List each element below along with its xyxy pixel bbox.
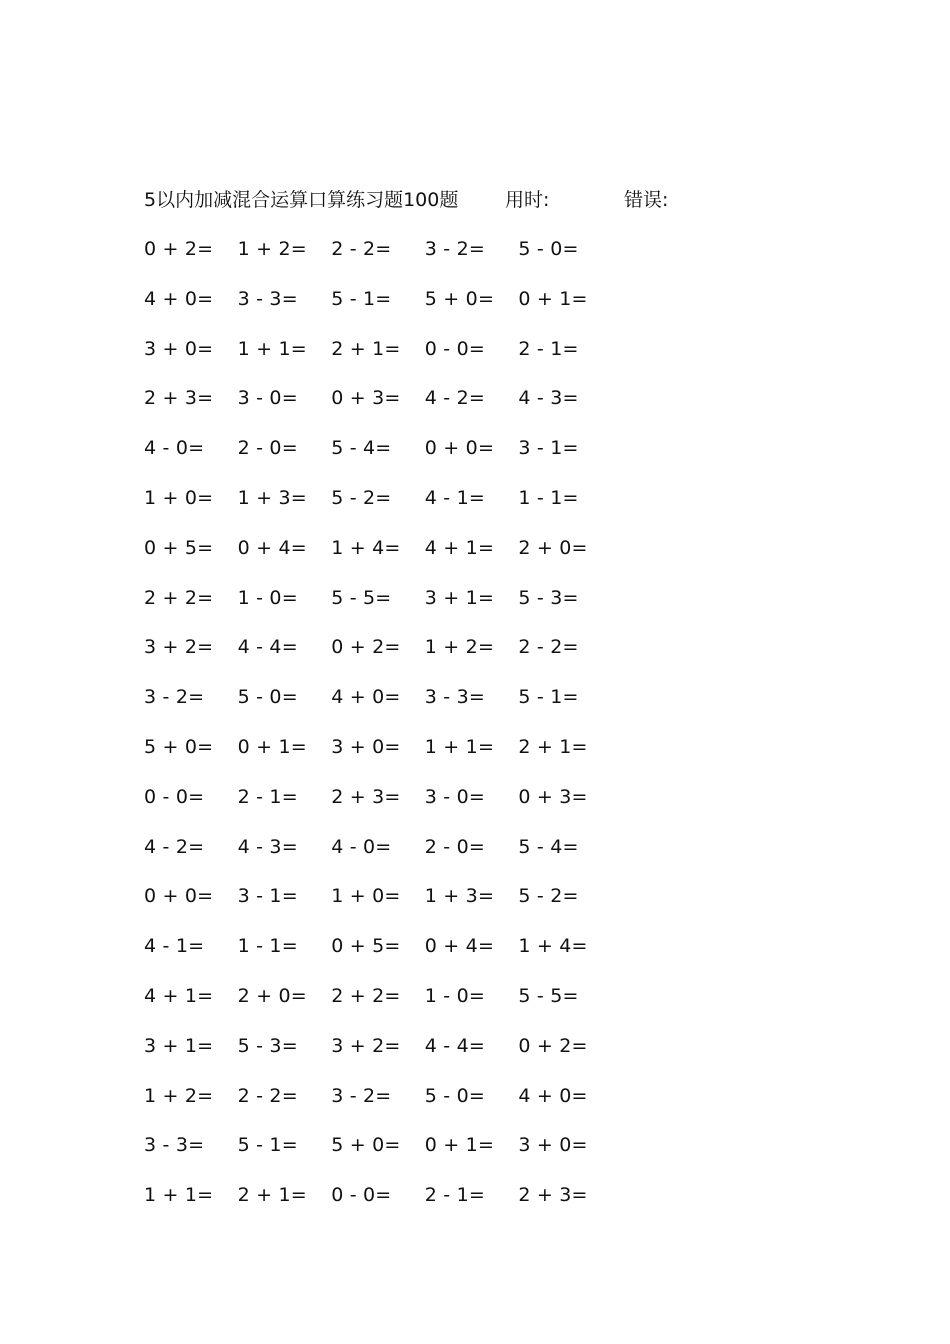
math-problem: 1 + 4=: [331, 536, 401, 559]
problem-grid: [144, 236, 624, 1232]
math-problem: 5 - 0=: [424, 1084, 486, 1107]
math-problem: 4 + 0=: [144, 287, 214, 310]
math-problem: 5 - 3=: [237, 1034, 298, 1057]
math-problem: 0 + 2=: [144, 238, 214, 260]
math-problem: 5 - 3=: [518, 586, 579, 609]
math-problem: 3 + 1=: [424, 586, 495, 609]
math-problem: 3 - 0=: [424, 785, 486, 808]
math-problem: 3 - 3=: [144, 1134, 205, 1157]
math-problem: 4 - 2=: [424, 387, 486, 410]
math-problem: 0 + 5=: [331, 935, 401, 958]
problem-row: [144, 485, 624, 535]
math-problem: 3 - 2=: [331, 1084, 392, 1107]
problem-row: [144, 435, 624, 485]
problem-row: [144, 634, 624, 684]
math-problem: 4 - 0=: [331, 835, 392, 858]
math-problem: 3 + 0=: [331, 735, 401, 758]
error-count-label: 错误:: [624, 189, 669, 211]
math-problem: 3 - 2=: [144, 686, 205, 709]
math-problem: 0 + 2=: [518, 1034, 588, 1057]
math-problem: 0 + 5=: [144, 536, 214, 559]
math-problem: 3 + 0=: [144, 337, 214, 360]
math-problem: 2 + 0=: [518, 536, 588, 559]
math-problem: 1 + 1=: [237, 337, 307, 360]
math-problem: 0 + 2=: [331, 636, 401, 659]
math-problem: 5 - 0=: [237, 686, 298, 709]
math-problem: 2 - 2=: [518, 636, 579, 659]
math-problem: 2 - 0=: [237, 437, 298, 460]
math-problem: 3 - 3=: [424, 686, 486, 709]
math-problem: 5 - 1=: [237, 1134, 298, 1157]
math-problem: 0 + 0=: [424, 437, 495, 460]
math-problem: 0 - 0=: [144, 785, 205, 808]
math-problem: 0 + 1=: [237, 735, 307, 758]
math-problem: 0 - 0=: [424, 337, 486, 360]
problem-row: [144, 535, 624, 585]
math-problem: 2 - 1=: [424, 1184, 486, 1207]
problem-row: [144, 1083, 624, 1133]
math-problem: 0 + 4=: [237, 536, 307, 559]
math-problem: 2 - 2=: [331, 238, 392, 260]
math-problem: 1 + 0=: [144, 486, 214, 509]
problem-row: [144, 834, 624, 884]
math-problem: 4 - 0=: [144, 437, 205, 460]
math-problem: 3 - 3=: [237, 287, 298, 310]
math-problem: 5 + 0=: [144, 735, 214, 758]
math-problem: 0 + 3=: [331, 387, 401, 410]
math-problem: 2 + 1=: [518, 735, 588, 758]
math-problem: 0 - 0=: [331, 1184, 392, 1207]
math-problem: 4 - 1=: [424, 486, 486, 509]
math-problem: 1 + 4=: [518, 935, 588, 958]
math-problem: 4 + 0=: [518, 1084, 588, 1107]
math-problem: 2 + 1=: [237, 1184, 307, 1207]
math-problem: 2 + 1=: [331, 337, 401, 360]
math-problem: 1 + 0=: [331, 885, 401, 908]
math-problem: 2 + 3=: [331, 785, 401, 808]
problem-row: [144, 983, 624, 1033]
math-problem: 5 - 4=: [518, 835, 579, 858]
math-problem: 2 - 1=: [518, 337, 579, 360]
math-problem: 0 + 3=: [518, 785, 588, 808]
math-problem: 5 + 0=: [331, 1134, 401, 1157]
math-problem: 4 + 1=: [424, 536, 495, 559]
math-problem: 2 + 3=: [518, 1184, 588, 1207]
math-problem: 1 + 3=: [237, 486, 307, 509]
math-problem: 4 - 4=: [424, 1034, 486, 1057]
math-problem: 5 - 2=: [331, 486, 392, 509]
math-problem: 2 - 0=: [424, 835, 486, 858]
math-problem: 2 + 2=: [144, 586, 214, 609]
math-problem: 4 - 1=: [144, 935, 205, 958]
problem-row: [144, 336, 624, 386]
math-problem: 1 + 1=: [424, 735, 495, 758]
problem-row: [144, 784, 624, 834]
math-problem: 3 - 0=: [237, 387, 298, 410]
math-problem: 4 + 1=: [144, 984, 214, 1007]
math-problem: 1 + 3=: [424, 885, 495, 908]
math-problem: 0 + 1=: [424, 1134, 495, 1157]
math-problem: 2 - 2=: [237, 1084, 298, 1107]
worksheet-title: 5以内加减混合运算口算练习题100题: [144, 189, 459, 211]
math-problem: 5 - 5=: [331, 586, 392, 609]
math-problem: 1 - 1=: [518, 486, 579, 509]
problem-row: [144, 883, 624, 933]
math-problem: 3 + 2=: [331, 1034, 401, 1057]
problem-row: [144, 734, 624, 784]
math-problem: 5 - 1=: [518, 686, 579, 709]
time-used-label: 用时:: [505, 189, 550, 211]
problem-row: [144, 286, 624, 336]
problem-row: [144, 1182, 624, 1232]
math-problem: 2 - 1=: [237, 785, 298, 808]
math-problem: 4 - 2=: [144, 835, 205, 858]
math-problem: 5 - 0=: [518, 238, 579, 260]
math-problem: 2 + 3=: [144, 387, 214, 410]
math-problem: 4 + 0=: [331, 686, 401, 709]
math-problem: 4 - 3=: [237, 835, 298, 858]
math-problem: 2 + 2=: [331, 984, 401, 1007]
math-problem: 1 + 1=: [144, 1184, 214, 1207]
math-problem: 3 - 2=: [424, 238, 486, 260]
problem-row: [144, 1033, 624, 1083]
math-problem: 1 + 2=: [144, 1084, 214, 1107]
math-problem: 3 - 1=: [518, 437, 579, 460]
problem-row: [144, 684, 624, 734]
math-problem: 0 + 4=: [424, 935, 495, 958]
math-problem: 1 - 0=: [424, 984, 486, 1007]
problem-row: [144, 585, 624, 635]
math-problem: 4 - 3=: [518, 387, 579, 410]
math-problem: 3 + 0=: [518, 1134, 588, 1157]
math-problem: 4 - 4=: [237, 636, 298, 659]
math-problem: 3 + 2=: [144, 636, 214, 659]
math-problem: 3 - 1=: [237, 885, 298, 908]
math-problem: 5 - 1=: [331, 287, 392, 310]
math-problem: 3 + 1=: [144, 1034, 214, 1057]
math-problem: 1 - 1=: [237, 935, 298, 958]
problem-row: [144, 1132, 624, 1182]
math-problem: 1 + 2=: [424, 636, 495, 659]
math-problem: 5 - 4=: [331, 437, 392, 460]
problem-row: [144, 236, 624, 286]
math-problem: 5 + 0=: [424, 287, 495, 310]
math-problem: 0 + 0=: [144, 885, 214, 908]
math-problem: 0 + 1=: [518, 287, 588, 310]
math-problem: 5 - 5=: [518, 984, 579, 1007]
problem-row: [144, 385, 624, 435]
math-problem: 5 - 2=: [518, 885, 579, 908]
problem-row: [144, 933, 624, 983]
math-problem: 2 + 0=: [237, 984, 307, 1007]
math-problem: 1 - 0=: [237, 586, 298, 609]
math-problem: 1 + 2=: [237, 238, 307, 260]
